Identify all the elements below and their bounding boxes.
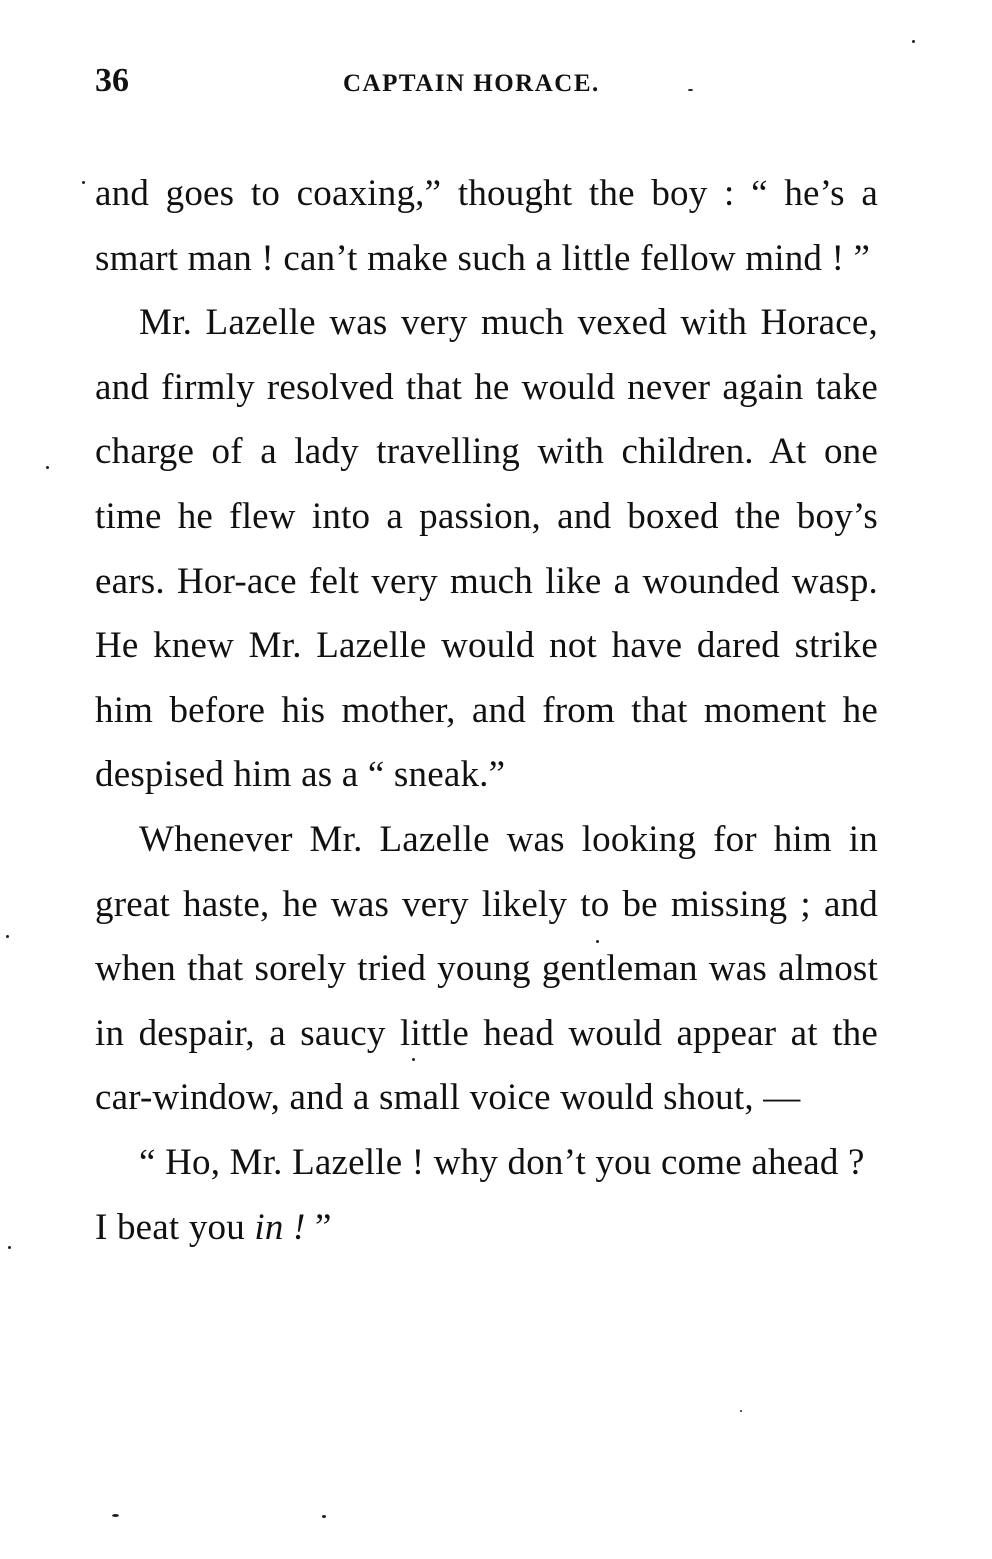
scan-speck [112, 1514, 119, 1517]
paragraph-4-text: “ Ho, Mr. Lazelle ! why don’t you come ahead ? I beat you [95, 1141, 865, 1248]
body-text [95, 162, 878, 1260]
scan-speck [82, 181, 85, 184]
scan-speck [46, 466, 49, 469]
scan-speck [740, 1410, 742, 1412]
page-number: 36 [95, 62, 129, 99]
scan-speck [6, 935, 9, 938]
scan-speck [322, 1515, 326, 1518]
page-header [95, 62, 885, 106]
paragraph-1: and goes to coaxing,” thought the boy : “ he’s a smart man ! can’t make such a little fellow mind ! ” [95, 173, 878, 279]
running-title: CAPTAIN HORACE. [343, 70, 600, 97]
scan-speck [912, 40, 915, 43]
paragraph-3: Whenever Mr. Lazelle was looking for him in great haste, he was very likely to be missing ; and when that sorely tried young gentleman was almost in despair, a saucy little head would appear at the car-window, and a small voice would shout, — [95, 818, 878, 1119]
paragraph-2: Mr. Lazelle was very much vexed with Horace, and firmly resolved that he would never again take charge of a lady travelling with children. At one time he flew into a passion, and boxed the boy’s ears. Hor-ace felt very much like a wounded wasp. He knew Mr. Lazelle would not have dared strike him before his mother, and from that moment he despised him as a “ sneak.” [95, 302, 878, 796]
scan-speck [8, 1246, 11, 1249]
scan-speck [412, 1058, 415, 1061]
scan-speck [596, 940, 599, 943]
scan-speck [688, 89, 693, 91]
paragraph-4-italic: in ! [254, 1206, 306, 1248]
paragraph-4-close-quote: ” [305, 1206, 332, 1248]
paragraph-4 [95, 1131, 878, 1260]
